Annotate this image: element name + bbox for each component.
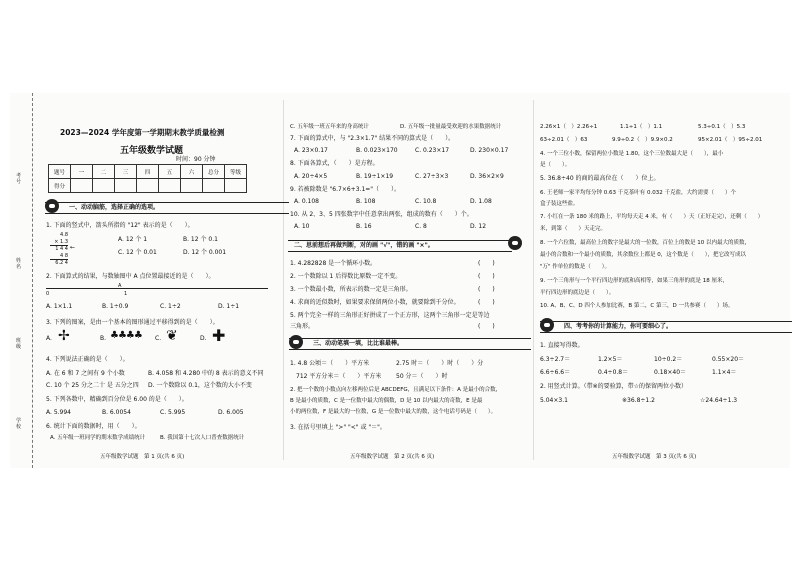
score-header: 总分	[203, 165, 225, 179]
q1-option-d[interactable]: D. 12 个 0.001	[183, 249, 227, 256]
fill-7-line2[interactable]: 米，到第（ ）天走完。	[540, 226, 607, 232]
class-label: 班级	[16, 338, 22, 350]
fill-1d[interactable]: 50 分＝（ ）时	[396, 373, 448, 380]
q3-option-c[interactable]: C.	[155, 335, 162, 342]
q7-option-d[interactable]: D. 230×0.17	[470, 147, 509, 154]
q2-option-d[interactable]: D. 1÷1	[218, 303, 240, 310]
fill-2: 2. 把一个数的小数点向左移两位后是 ABCDEFG，且满足以下条件：A 是最小的合数，	[290, 387, 502, 393]
score-header: 一	[71, 165, 93, 179]
judge-4: 4. 求商的近似数时，如果要求保留两位小数，就要除到千分位。	[290, 299, 460, 306]
q4-option-a[interactable]: A. 在 6 和 7 之间有 9 个小数	[46, 370, 125, 377]
score-cell[interactable]	[159, 179, 181, 193]
fill-2-line2: B 是最小的质数，C 是一位数中最大的偶数，D 是 10 以内最大的奇数，E 是最	[290, 398, 483, 404]
score-table	[48, 164, 247, 193]
calc-item[interactable]: 0.18×40＝	[654, 369, 687, 376]
q2-option-b[interactable]: B. 1÷0.9	[102, 303, 129, 310]
vertical-calc-item[interactable]: ☆24.64÷1.3	[700, 397, 738, 404]
q5-option-c[interactable]: C. 5.995	[160, 409, 186, 416]
calc-item[interactable]: 10÷0.2＝	[654, 356, 683, 363]
judge-4-mark[interactable]: ( )	[478, 299, 495, 306]
calc-item[interactable]: 1.1×4＝	[712, 369, 737, 376]
fill-10[interactable]: 10. A、B、C、D 四个人参加比赛，B 第二，C 第三，D 一共参赛（ ）场。	[540, 303, 734, 309]
page-2-footer: 五年级数学试题 第 2 页(共 6 页)	[350, 454, 435, 460]
mascot-icon	[508, 236, 522, 250]
question-6: 6. 统计下面的数据时，用（ ）。	[46, 423, 141, 430]
fill-6-line2: 盒子装这些盐。	[540, 201, 579, 207]
judge-3-mark[interactable]: ( )	[478, 286, 495, 293]
leaves-icon: ❦	[166, 328, 178, 344]
arrow-icon: ←	[70, 244, 76, 251]
compare-2b[interactable]: 9.9÷0.2（ ）9.9×0.2	[612, 137, 673, 143]
fill-8-line3[interactable]: "万" 作单位的数是（ ）。	[540, 264, 611, 270]
section-2-banner: 二、思前想后再做判断，对的画 "√"，错的画 "×"。	[288, 240, 512, 252]
fill-7[interactable]: 7. 小红在一条 180 米的路上，平均每天走 4 米，有（ ）天（正好走完），还剩（ ）	[540, 214, 764, 220]
q1-option-a[interactable]: A. 12 个 1	[118, 236, 148, 243]
question-8: 8. 下面各算式，（ ）是方程。	[290, 160, 379, 167]
score-header: 五	[159, 165, 181, 179]
q1-vertical-work	[50, 232, 68, 267]
question-1: 1. 下面的竖式中，箭头所指的 "12" 表示的是（ ）。	[46, 222, 194, 229]
q5-option-d[interactable]: D. 6.005	[218, 409, 244, 416]
fill-9-line2[interactable]: 平行四边形的底边是（ ）。	[540, 290, 615, 296]
q6-option-a[interactable]: A. 五年级一班同学的期末数学成绩统计	[50, 435, 146, 441]
q2-option-a[interactable]: A. 1×1.1	[46, 303, 73, 310]
compare-1c[interactable]: 5.3÷0.1（ ）5.3	[698, 124, 746, 130]
exam-title: 2023—2024 学年度第一学期期末教学质量检测	[60, 128, 225, 137]
axis-point-a: A	[118, 283, 122, 289]
question-4: 4. 下列说法正确的是（ ）。	[46, 356, 129, 363]
judge-1: 1. 4.282828 是一个循环小数。	[290, 260, 377, 267]
score-cell[interactable]	[181, 179, 203, 193]
fill-5[interactable]: 5. 36.8÷40 的商的最高位在（ ）位上。	[540, 175, 660, 182]
q1-work-line: 1 4 4	[55, 246, 68, 252]
q10-option-a[interactable]: A. 10	[294, 223, 310, 230]
q3-option-d[interactable]: D.	[200, 335, 207, 342]
q1-work-line: 6.2 4	[55, 260, 68, 266]
cross-shape-icon: ✚	[212, 326, 226, 345]
q8-option-b[interactable]: B. 19÷1×19	[356, 173, 394, 180]
score-header: 二	[93, 165, 115, 179]
judge-1-mark[interactable]: ( )	[478, 260, 495, 267]
fill-4-line2[interactable]: 是（ ）。	[540, 162, 571, 168]
score-table-row	[49, 179, 247, 193]
judge-5-cont: 三角形。	[290, 323, 315, 330]
pinwheel-icon: ✢	[58, 328, 70, 344]
score-table-header-row	[49, 165, 247, 179]
calc-item[interactable]: 6.3÷2.7＝	[540, 356, 571, 363]
question-2: 2. 下面算式的结果，与数轴图中 A 点位置最接近的是（ ）。	[46, 273, 215, 280]
score-header: 四	[137, 165, 159, 179]
q4-option-b[interactable]: B. 4.058 和 4.280 中的 8 表示的意义不同	[148, 370, 264, 377]
q9-option-a[interactable]: A. 0.108	[294, 198, 319, 205]
q3-option-a[interactable]: A.	[46, 335, 52, 342]
question-7: 7. 下面的算式中，与 "2.3×1.7" 结果不同的算式是（ ）。	[290, 135, 455, 142]
vertical-calc-item[interactable]: 5.04×3.1	[540, 397, 568, 404]
score-cell[interactable]	[93, 179, 115, 193]
q10-option-d[interactable]: D. 12	[470, 223, 487, 230]
score-cell[interactable]	[115, 179, 137, 193]
score-cell[interactable]	[137, 179, 159, 193]
q1-work-line: 4 8	[50, 253, 68, 261]
exam-number-label: 考号	[16, 173, 22, 185]
judge-5: 5. 两个完全一样的三角形正好拼成了一个正方形，这两个三角形一定是等边	[290, 312, 490, 319]
vertical-calc-item[interactable]: ※36.8÷1.2	[622, 397, 655, 404]
judge-5-mark[interactable]: ( )	[478, 323, 495, 330]
q7-option-b[interactable]: B. 0.023×170	[356, 147, 398, 154]
score-cell[interactable]	[71, 179, 93, 193]
q4-option-c[interactable]: C. 10 个 25 分之二十 是 五分之四	[46, 382, 139, 389]
q4-option-d[interactable]: D. 一个数除以 0.1，这个数的大小不变	[148, 382, 252, 389]
calc-item[interactable]: 6.6÷6.6＝	[540, 369, 571, 376]
section-3-banner: 三、动动笔填一填，比比谁最棒。	[289, 338, 531, 350]
q1-option-b[interactable]: B. 12 个 0.1	[183, 236, 218, 243]
q9-option-b[interactable]: B. 108	[356, 198, 376, 205]
fill-1c[interactable]: 712 平方分米＝（ ）平方米	[296, 373, 382, 380]
q8-option-c[interactable]: C. 27÷3×3	[415, 173, 449, 180]
q8-option-a[interactable]: A. 20÷4×5	[294, 173, 328, 180]
q5-option-a[interactable]: A. 5.994	[46, 409, 71, 416]
judge-2-mark[interactable]: ( )	[478, 273, 495, 280]
fill-4[interactable]: 4. 一个三位小数，保留两位小数是 1.80，这个三位数最大是（ ），最小	[540, 151, 724, 157]
score-cell[interactable]	[203, 179, 225, 193]
q2-option-c[interactable]: C. 1÷2	[160, 303, 181, 310]
score-cell[interactable]	[225, 179, 247, 193]
column-divider	[283, 100, 284, 460]
section-4-banner: 四、考考你的计算能力，你可要细心了。	[540, 321, 792, 333]
q10-option-c[interactable]: C. 8	[415, 223, 427, 230]
q5-option-b[interactable]: B. 6.0054	[102, 409, 131, 416]
score-row-label: 得分	[49, 179, 71, 193]
q6-option-b[interactable]: B. 我国第十七次人口普查数据统计	[160, 435, 245, 441]
axis-one: 1	[124, 291, 128, 297]
q6-option-c[interactable]: C. 五年级一班五年来的身高统计	[290, 124, 369, 130]
cut-line	[32, 93, 33, 468]
compare-2a[interactable]: 63÷2.01（ ）63	[540, 137, 588, 143]
calc-item[interactable]: 0.4÷0.8＝	[598, 369, 629, 376]
q6-option-d[interactable]: D. 五年级一批量最受欢迎的水果数据统计	[400, 124, 502, 130]
school-label: 学校	[16, 418, 22, 430]
binding-strip	[10, 93, 38, 468]
q3-option-b[interactable]: B.	[100, 335, 107, 342]
fill-1b[interactable]: 2.75 时＝（ ）时（ ）分	[396, 360, 484, 367]
calc-item[interactable]: 1.2×5＝	[598, 356, 623, 363]
q10-option-b[interactable]: B. 16	[356, 223, 372, 230]
page-3-footer: 五年级数学试题 第 3 页(共 6 页)	[612, 454, 697, 460]
column-divider	[533, 100, 534, 460]
number-line	[46, 288, 268, 289]
judge-3: 3. 一个数最小数，所表示的数一定是三角形。	[290, 286, 412, 293]
q9-option-d[interactable]: D. 1.08	[470, 198, 492, 205]
q1-work-line: × 1.3	[50, 239, 68, 247]
fill-6[interactable]: 6. 王老师一家平均每分钟 0.63 千克茶叶有 0.032 千克盐，大约需要（ ）个	[540, 190, 736, 196]
q9-option-c[interactable]: C. 10.8	[415, 198, 437, 205]
score-header: 等级	[225, 165, 247, 179]
fill-9: 9. 一个三角形与一个平行四边形的底和高相等，如果三角形的底是 18 厘米，	[540, 278, 728, 284]
question-10: 10. 从 2、3、5 四张数字中任意拿出两张，组成的数有（ ）个。	[290, 211, 473, 218]
fill-1a[interactable]: 1. 4.8 公顷＝（ ）平方米	[290, 360, 370, 367]
calc-instruction-2: 2. 用竖式计算。（带※的要验算，带☆的保留两位小数）	[540, 383, 688, 390]
fill-3: 3. 在括号里填上 ">" "<" 或 "＝"。	[290, 424, 386, 431]
axis-zero: 0	[46, 291, 50, 297]
q7-option-a[interactable]: A. 23×0.17	[294, 147, 328, 154]
trees-icon: ♣♣♣♣	[110, 330, 142, 341]
q1-option-c[interactable]: C. 12 个 0.01	[118, 249, 157, 256]
section-1-banner: 一、动动脑筋，选择正确的选项。	[45, 202, 289, 214]
question-5: 5. 下列各数中，精确到百分位是 6.00 的是（ ）。	[46, 396, 188, 403]
calc-item[interactable]: 0.55×20＝	[712, 356, 745, 363]
score-header: 六	[181, 165, 203, 179]
score-header: 三	[115, 165, 137, 179]
q7-option-c[interactable]: C. 0.23×17	[415, 147, 450, 154]
compare-2c[interactable]: 95×2.01（ ）95÷2.01	[698, 137, 763, 143]
fill-8-line2[interactable]: 最小的合数和一个最小的质数，其余数位上都是 0，这个数是（ ），把它改写成以	[540, 252, 747, 258]
q8-option-d[interactable]: D. 36×2×9	[470, 173, 504, 180]
fill-8: 8. 一个六位数，最高位上的数字是最大的一位数，百位上的数是 10 以内最大的质数，	[540, 240, 750, 246]
fill-2-line3[interactable]: 小的两位数，F 是最大的一位数，G 是一位数中最大的数，这个电话号码是（ ）。	[290, 409, 497, 415]
exam-time: 时间：90 分钟	[176, 156, 216, 163]
q1-work-line: 4.8	[60, 232, 68, 238]
page-1-footer: 五年级数学试题 第 1 页(共 6 页)	[100, 454, 185, 460]
compare-1b[interactable]: 1.1÷1（ ）1.1	[620, 124, 663, 130]
score-header: 题号	[49, 165, 71, 179]
question-3: 3. 下列的图案，是由一个基本的图形通过平移得到的是（ ）。	[46, 319, 219, 326]
calc-instruction-1: 1. 直接写得数。	[540, 342, 584, 349]
question-9: 9. 若被除数是 "6.7×6+3.1="（ ）。	[290, 186, 401, 193]
exam-subtitle: 五年级数学试题	[120, 146, 184, 156]
name-label: 姓名	[16, 258, 22, 270]
compare-1a[interactable]: 2.26×1（ ）2.26÷1	[540, 124, 598, 130]
judge-2: 2. 一个数除以 1 后得数比原数一定不变。	[290, 273, 402, 280]
